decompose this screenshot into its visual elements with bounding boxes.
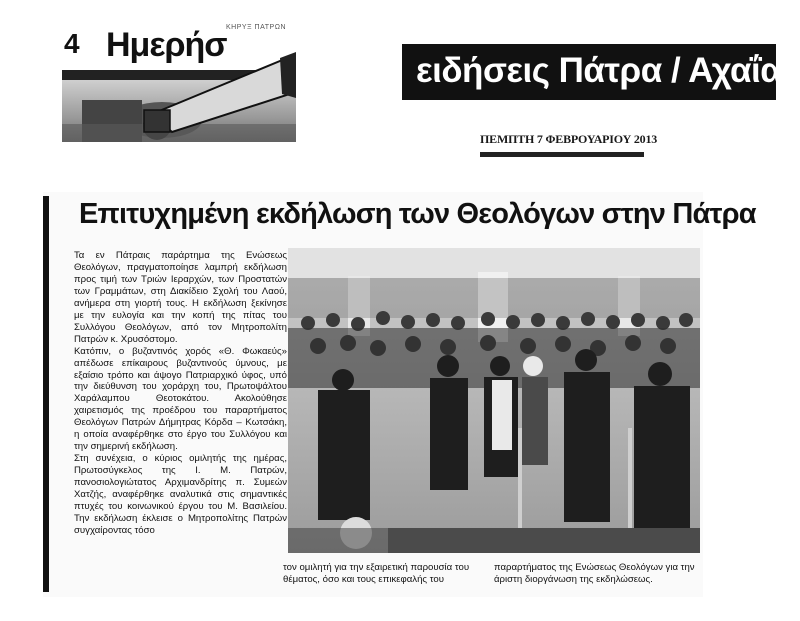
issue-date-box: [480, 132, 658, 157]
article-paragraph: Στη συνέχεια, ο κύριος ομιλητής της ημέρας, Πρωτοσύγκελος της Ι. Μ. Πατρών, πανοσιολογιώτατος Αρχιμανδρίτης π. Συμεών Χατζής, αναφέρθηκε αναλυτικά στις σημαντικές πτυχές του κοινωνικού έργου του Μ. Βασιλείου. Την εκδήλωση έκλεισε ο Μητροπολίτης Πατρών συγχαίροντας τόσο: [74, 453, 287, 536]
section-title: ειδήσεις Πάτρα / Αχαΐα: [416, 51, 782, 90]
article-continuation-col-1: τον ομιλητή για την εξαιρετική παρουσία του θέματος, όσο και τους επικεφαλής του: [283, 562, 470, 585]
page-number: 4: [64, 28, 80, 59]
article-paragraph: Τα εν Πάτραις παράρτημα της Ενώσεως Θεολόγων, πραγματοποίησε λαμπρή εκδήλωση προς τιμή των Τριών Ιεραρχών, των Προστατών των Γραμμάτων, στη Διακίδειο Σχολή του Λαού, ανήμερα στη γιορτή τους. Η εκδήλωση ξεκίνησε με την ευλογία και την κοπή της πίτας του Συλλόγου Θεολόγων, από τον Μητροπολίτη Πατρών κ. Χρυσόστομο.: [74, 250, 287, 345]
megaphone-horn-icon: [142, 52, 296, 142]
section-banner: [402, 44, 782, 100]
article-clipping: [43, 192, 756, 597]
issue-date: ΠΕΜΠΤΗ 7 ΦΕΒΡΟΥΑΡΙΟΥ 2013: [480, 132, 658, 146]
paper-subtitle: ΚΗΡΥΞ ΠΑΤΡΩΝ: [226, 24, 286, 31]
article-headline: Επιτυχημένη εκδήλωση των Θεολόγων στην Πάτρα: [79, 198, 756, 230]
article-body: [74, 250, 287, 590]
event-photo: [288, 248, 700, 553]
event-photo-illustration: [288, 248, 700, 553]
newspaper-masthead: [62, 22, 296, 142]
article-paragraph: Κατόπιν, ο βυζαντινός χορός «Θ. Φωκαεύς» απέδωσε επίκαιρους βυζαντινούς ύμνους, με εξαίσιο τρόπο και άψογο Πατριαρχικό ύφος, υπό την διεύθυνση του χοράρχη του, Πρωτοψάλτου Χαράλαμπου Θεοτοκάτου. Ακολούθησε χαιρετισμός της προέδρου του παραρτήματος Θεολόγων Πατρών Δήμητρας Κόρδα – Κωτσάκη, η οποία αναφέρθηκε στο έργο του Συλλόγου και την σημερινή εκδήλωση.: [74, 345, 287, 453]
article-continuation-col-2: παραρτήματος της Ενώσεως Θεολόγων για την άριστη διοργάνωση της εκδηλώσεως.: [494, 562, 695, 585]
article-side-rule: [43, 196, 49, 592]
paper-name: Ημερήσ: [106, 26, 227, 64]
